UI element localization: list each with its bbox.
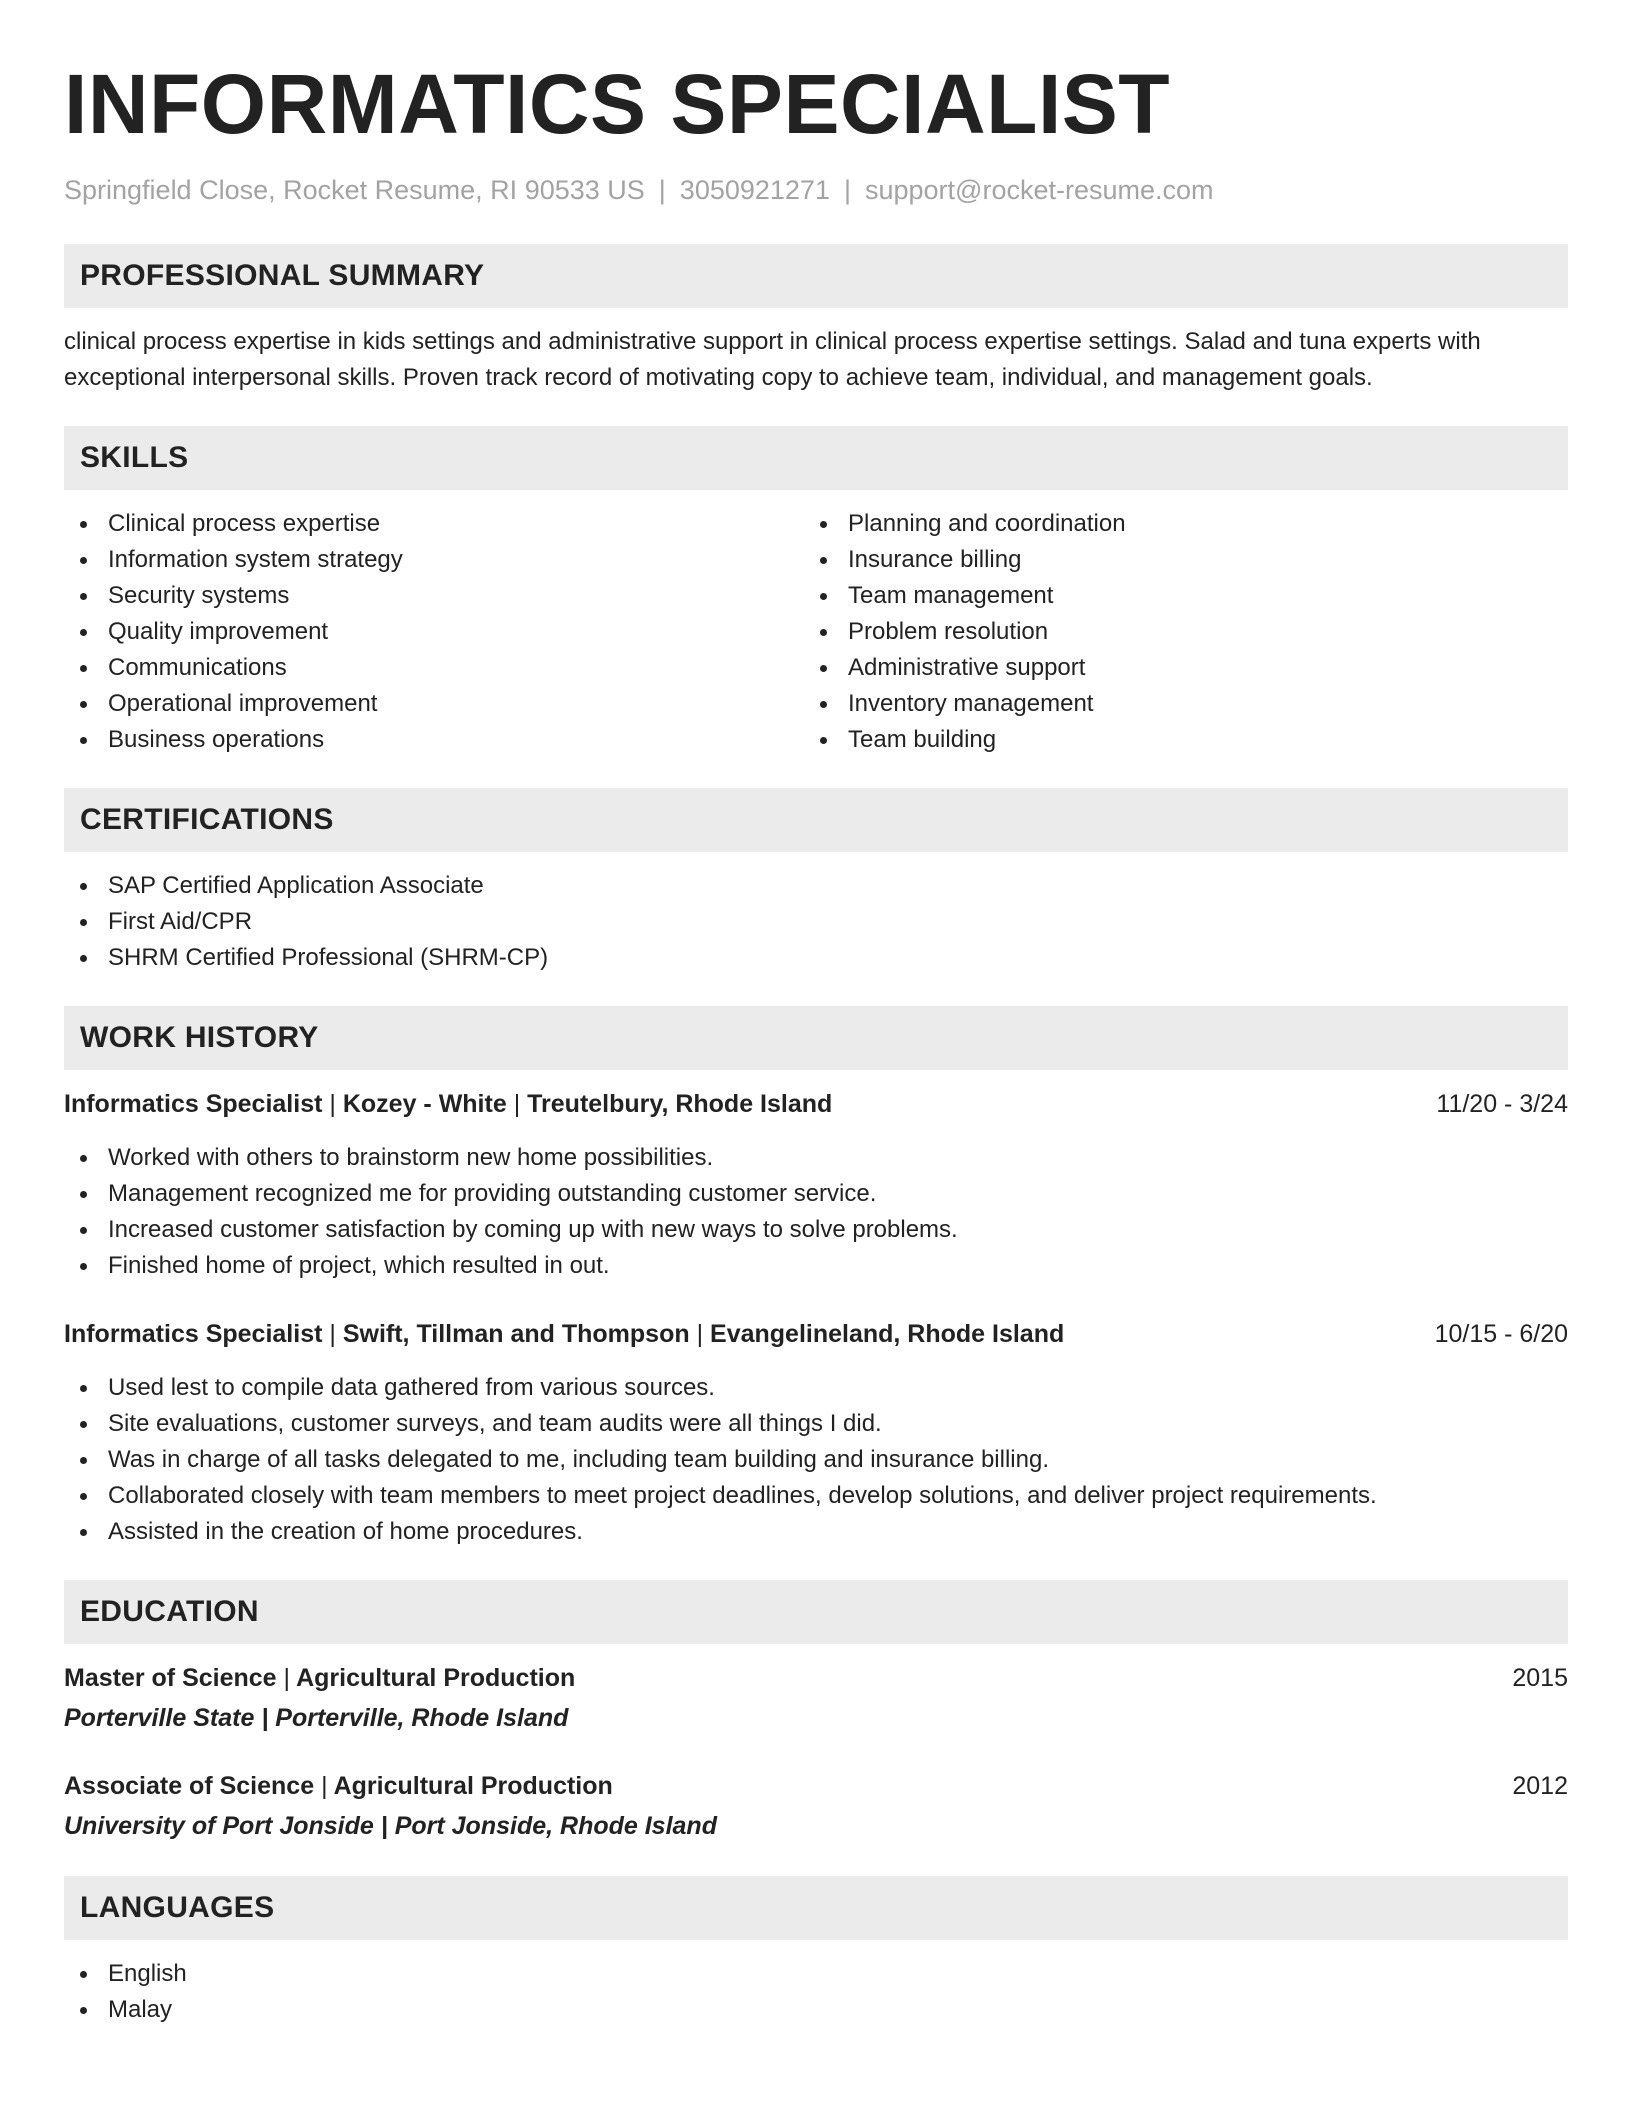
skill-item: Team management xyxy=(804,578,1544,614)
skill-item: Operational improvement xyxy=(64,686,804,722)
education-header xyxy=(64,1660,1568,1696)
contact-separator: | xyxy=(658,175,666,205)
job-title: Informatics Specialist xyxy=(64,1090,323,1118)
job-bullet: Used lest to compile data gathered from various sources. xyxy=(64,1370,1568,1406)
certification-item: First Aid/CPR xyxy=(64,904,1568,940)
education-location: Porterville, Rhode Island xyxy=(275,1704,569,1732)
education-year: 2015 xyxy=(1512,1664,1568,1692)
job-bullet: Site evaluations, customer surveys, and team audits were all things I did. xyxy=(64,1406,1568,1442)
education-school-line xyxy=(64,1808,1568,1844)
education-school: University of Port Jonside xyxy=(64,1812,374,1840)
job-location: Treutelbury, Rhode Island xyxy=(527,1090,833,1118)
job-company: Swift, Tillman and Thompson xyxy=(342,1320,690,1348)
education-separator: | xyxy=(261,1704,269,1732)
job-location: Evangelineland, Rhode Island xyxy=(710,1320,1065,1348)
summary-heading: PROFESSIONAL SUMMARY xyxy=(64,244,1568,308)
contact-separator: | xyxy=(843,175,851,205)
education-entry xyxy=(64,1768,1568,1844)
job-bullets xyxy=(64,1140,1568,1284)
summary-text: clinical process expertise in kids settings and administrative support in clinical process expertise settings. Salad and tuna experts with exceptional interpersonal skills. Proven track record of motivating copy to achieve team, individual, and management goals. xyxy=(64,328,1481,391)
skills-heading: SKILLS xyxy=(64,426,1568,490)
skill-item: Clinical process expertise xyxy=(64,506,804,542)
job-bullet: Management recognized me for providing outstanding customer service. xyxy=(64,1176,1568,1212)
skill-item: Quality improvement xyxy=(64,614,804,650)
languages-heading: LANGUAGES xyxy=(64,1876,1568,1940)
skill-item: Information system strategy xyxy=(64,542,804,578)
education-location: Port Jonside, Rhode Island xyxy=(394,1812,717,1840)
languages-list xyxy=(64,1956,1568,2028)
education-heading: EDUCATION xyxy=(64,1580,1568,1644)
skill-item: Administrative support xyxy=(804,650,1544,686)
education-year: 2012 xyxy=(1512,1772,1568,1800)
job-bullet: Assisted in the creation of home procedures. xyxy=(64,1514,1568,1550)
contact-phone: 3050921271 xyxy=(679,175,830,205)
education-degree: Master of Science xyxy=(64,1664,277,1692)
certifications-list xyxy=(64,868,1568,976)
job-separator: | xyxy=(696,1320,704,1348)
education-entry xyxy=(64,1660,1568,1736)
job-bullet: Increased customer satisfaction by coming up with new ways to solve problems. xyxy=(64,1212,1568,1248)
job-bullets xyxy=(64,1370,1568,1550)
job-separator: | xyxy=(329,1090,336,1118)
certification-item: SAP Certified Application Associate xyxy=(64,868,1568,904)
contact-address: Springfield Close, Rocket Resume, RI 90533 US xyxy=(64,175,645,205)
education-separator: | xyxy=(321,1772,328,1800)
education-degree-line xyxy=(64,1660,575,1696)
work-history-heading: WORK HISTORY xyxy=(64,1006,1568,1070)
skill-item: Security systems xyxy=(64,578,804,614)
skill-item: Inventory management xyxy=(804,686,1544,722)
education-field: Agricultural Production xyxy=(333,1772,613,1800)
education-header xyxy=(64,1768,1568,1804)
job-dates: 11/20 - 3/24 xyxy=(1436,1090,1568,1118)
job-entry xyxy=(64,1086,1568,1284)
education-degree-line xyxy=(64,1768,613,1804)
job-header xyxy=(64,1316,1568,1352)
education-field: Agricultural Production xyxy=(296,1664,576,1692)
education-degree: Associate of Science xyxy=(64,1772,315,1800)
skill-item: Insurance billing xyxy=(804,542,1544,578)
language-item: Malay xyxy=(64,1992,1568,2028)
certifications-heading: CERTIFICATIONS xyxy=(64,788,1568,852)
job-title-line xyxy=(64,1086,832,1122)
job-header xyxy=(64,1086,1568,1122)
resume-name: INFORMATICS SPECIALIST xyxy=(64,57,1171,151)
job-separator: | xyxy=(329,1320,336,1348)
education-separator: | xyxy=(380,1812,388,1840)
job-entry xyxy=(64,1316,1568,1550)
skills-list-right xyxy=(804,506,1544,758)
skill-item: Team building xyxy=(804,722,1544,758)
skill-item: Problem resolution xyxy=(804,614,1544,650)
job-company: Kozey - White xyxy=(342,1090,507,1118)
job-title: Informatics Specialist xyxy=(64,1320,323,1348)
certification-item: SHRM Certified Professional (SHRM-CP) xyxy=(64,940,1568,976)
skill-item: Business operations xyxy=(64,722,804,758)
education-school-line xyxy=(64,1700,1568,1736)
job-separator: | xyxy=(513,1090,521,1118)
skills-grid xyxy=(64,506,1568,758)
contact-line xyxy=(64,172,1568,208)
contact-email: support@rocket-resume.com xyxy=(864,175,1214,205)
language-item: English xyxy=(64,1956,1568,1992)
skill-item: Planning and coordination xyxy=(804,506,1544,542)
education-separator: | xyxy=(283,1664,291,1692)
job-bullet: Worked with others to brainstorm new home possibilities. xyxy=(64,1140,1568,1176)
skill-item: Communications xyxy=(64,650,804,686)
job-title-line xyxy=(64,1316,1064,1352)
skills-list-left xyxy=(64,506,804,758)
job-bullet: Collaborated closely with team members to meet project deadlines, develop solutions, and deliver project requirements. xyxy=(64,1478,1568,1514)
job-bullet: Finished home of project, which resulted in out. xyxy=(64,1248,1568,1284)
education-school: Porterville State xyxy=(64,1704,255,1732)
job-dates: 10/15 - 6/20 xyxy=(1434,1320,1568,1348)
job-bullet: Was in charge of all tasks delegated to me, including team building and insurance billing. xyxy=(64,1442,1568,1478)
